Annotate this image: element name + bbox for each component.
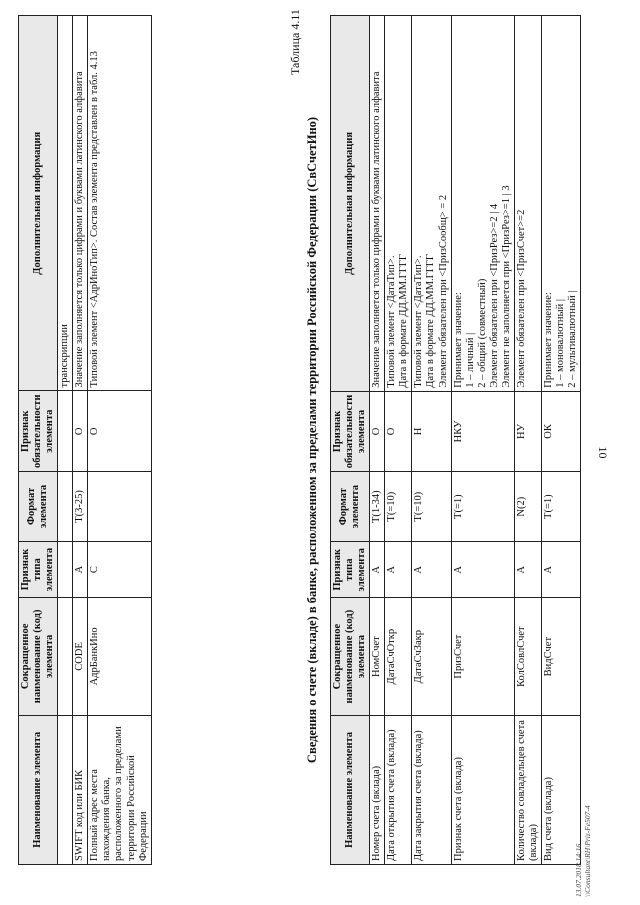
cell-name: Вид счета (вклада) [542, 715, 581, 864]
table-row [385, 16, 412, 865]
page-number: 10 [596, 446, 610, 459]
cell-info [542, 16, 581, 392]
table-row [451, 16, 514, 865]
cell-code: АдрБанкИно [88, 598, 151, 715]
cell-name: SWIFT код или БИК [73, 715, 88, 864]
cell-req: О [88, 391, 151, 472]
info-line: Элемент обязателен при <ПризСчет>=2 [515, 209, 527, 388]
table-row [542, 16, 581, 865]
header-name: Наименование элемента [331, 715, 370, 864]
header-info: Дополнительная информация [19, 16, 58, 392]
file-stamp: 13.07.2018 14:16 \\Consultant\RH\Priz-Fe507-4 [574, 805, 592, 897]
table-row [412, 16, 451, 865]
table-address-bank [18, 15, 152, 865]
info-line: Элемент не заполняется при <ПризРез>=1 | 3 [500, 185, 512, 388]
cell-code: КолСовлСчет [514, 598, 541, 715]
cell-req: НУ [514, 391, 541, 472]
info-line: 1 – личный | [464, 332, 476, 388]
cell-format [88, 472, 151, 542]
info-line: Дата в формате ДД.ММ.ГГГГ [425, 254, 437, 388]
cell-req: НКУ [451, 391, 514, 472]
table-account-info [330, 15, 581, 865]
cell-format: T(3-25) [73, 472, 88, 542]
cell-name: Дата закрытия счета (вклада) [412, 715, 451, 864]
header-name: Наименование элемента [19, 715, 58, 864]
header-info: Дополнительная информация [331, 16, 370, 392]
cell-type: А [542, 542, 581, 598]
table-title: Сведения о счете (вкладе) в банке, расположенном за пределами территории Российской Федерации (СвСчетИно) [305, 116, 319, 764]
cell-type: А [514, 542, 541, 598]
cell-req: О [370, 391, 385, 472]
cell-type: А [370, 542, 385, 598]
cell-type: А [73, 541, 88, 597]
cell-name: Количество совладельцев счета (вклада) [514, 715, 541, 864]
info-line: Элемент обязателен при <ПризРез>=2 | 4 [488, 203, 500, 388]
cell-format: T(=1) [542, 472, 581, 542]
cell-format: T(1-34) [370, 472, 385, 542]
info-line: 1 – моновалютный | [555, 299, 567, 388]
cell-info [385, 16, 412, 392]
info-line: Принимает значение: [543, 292, 554, 388]
cell-info [451, 16, 514, 392]
cell-name: Дата открытия счета (вклада) [385, 715, 412, 864]
cell-info: Значение заполняется только цифрами и буквами латинского алфавита [73, 16, 88, 392]
cell-name: Признак счета (вклада) [451, 715, 514, 864]
cell-name: Полный адрес места нахождения банка, расположенного за пределами территории Российской Федерации [88, 715, 151, 864]
cell-info: транскрипции [58, 16, 73, 392]
cell-format: T(=10) [385, 472, 412, 542]
header-type: Признак типа элемента [331, 542, 370, 598]
cell-type: А [412, 542, 451, 598]
cell-code: CODE [73, 598, 88, 715]
table-row [514, 16, 541, 865]
info-line: Элемент обязателен при <ПризСообщ> = 2 [437, 194, 449, 388]
info-line: Принимает значение: [452, 292, 464, 388]
cell-name: Номер счета (вклада) [370, 715, 385, 864]
info-line: 2 – мультивалютный | [567, 290, 579, 388]
cell-code: ПризСчет [451, 598, 514, 715]
table-row [58, 16, 73, 865]
cell-type: С [88, 541, 151, 597]
cell-req: ОК [542, 391, 581, 472]
table-row [73, 16, 88, 865]
cell-type: А [451, 542, 514, 598]
header-type: Признак типа элемента [19, 541, 58, 597]
header-req: Признак обязательности элемента [19, 391, 58, 472]
header-format: Формат элемента [331, 472, 370, 542]
header-code: Сокращенное наименование (код) элемента [331, 598, 370, 715]
header-code: Сокращенное наименование (код) элемента [19, 598, 58, 715]
cell-code: ДатаСчЗакр [412, 598, 451, 715]
cell-info: Типовой элемент <АдрИноТип>. Состав элемента представлен в табл. 4.13 [88, 16, 151, 392]
info-line: Дата в формате ДД.ММ.ГГГГ [398, 254, 410, 388]
header-req: Признак обязательности элемента [331, 391, 370, 472]
cell-info [370, 16, 385, 392]
info-line: Типовой элемент <ДатаТип>. [386, 255, 398, 388]
header-format: Формат элемента [19, 472, 58, 542]
info-line: 2 – общий (совместный) [476, 278, 488, 388]
info-line: Значение заполняется только цифрами и буквами латинского алфавита [371, 71, 383, 388]
cell-req: О [385, 391, 412, 472]
table-label: Таблица 4.11 [288, 9, 302, 75]
cell-code: ДатаСчОткр [385, 598, 412, 715]
cell-code: НомСчет [370, 598, 385, 715]
table-row [370, 16, 385, 865]
cell-format: N(2) [514, 472, 541, 542]
cell-info [514, 16, 541, 392]
cell-format: T(=10) [412, 472, 451, 542]
table-row [88, 16, 151, 865]
cell-req: Н [412, 391, 451, 472]
cell-info [412, 16, 451, 392]
cell-req: О [73, 391, 88, 472]
info-line: Типовой элемент <ДатаТип>. [413, 255, 425, 388]
cell-code: ВидСчет [542, 598, 581, 715]
cell-format: T(=1) [451, 472, 514, 542]
cell-type: А [385, 542, 412, 598]
